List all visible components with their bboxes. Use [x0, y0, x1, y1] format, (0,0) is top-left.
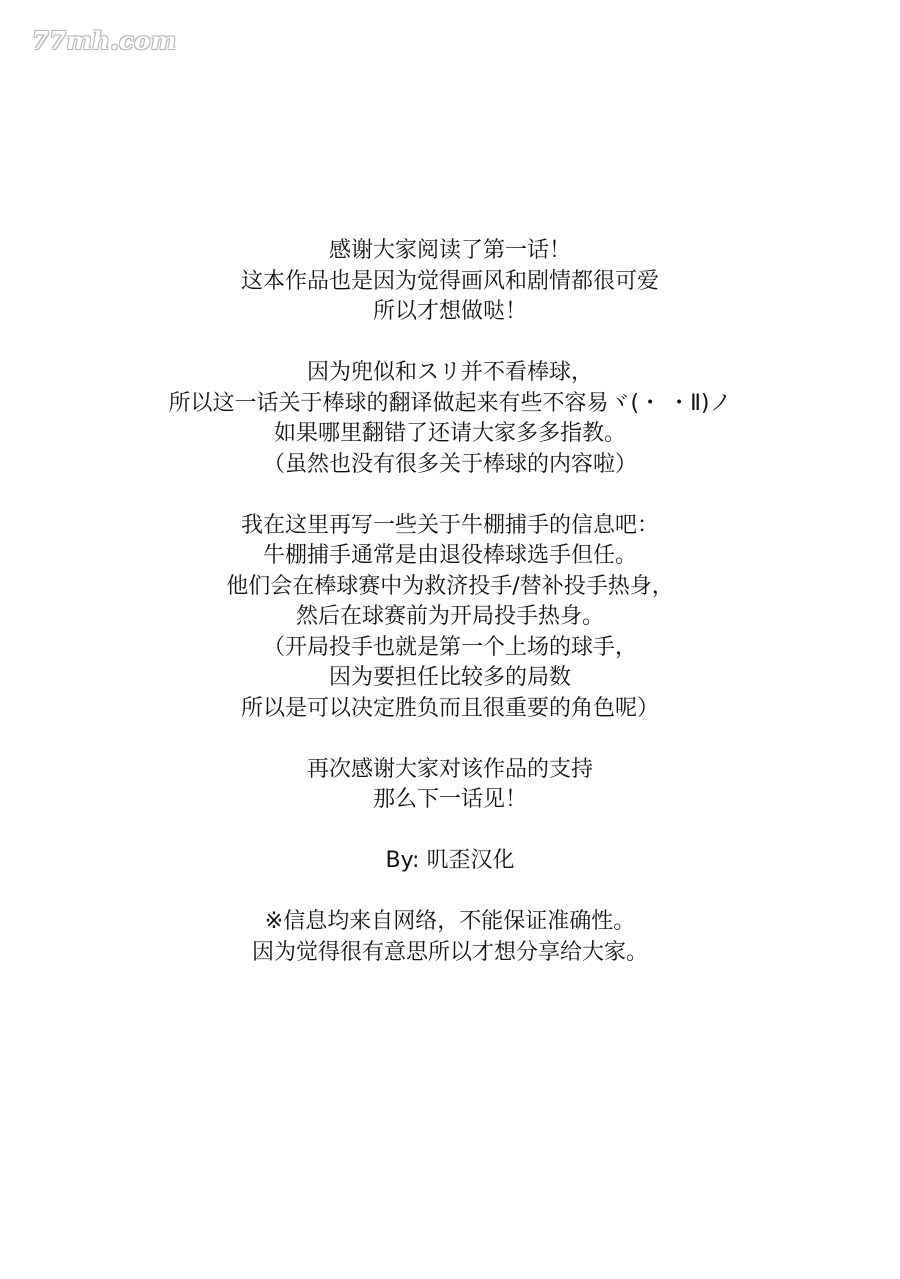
- text-line: 牛棚捕手通常是由退役棒球选手但任。: [262, 543, 637, 568]
- text-line: 因为要担任比较多的局数: [328, 665, 571, 690]
- text-line: 那么下一话见！: [372, 787, 527, 812]
- closing-paragraph: [0, 755, 900, 816]
- text-line: 然后在球赛前为开局投手热身。: [295, 604, 604, 629]
- text-line: 所以这一话关于棒球的翻译做起来有些不容易ヾ(・ ・Ⅱ)ノ: [168, 390, 732, 416]
- text-line: 因为兜似和スリ并不看棒球，: [306, 360, 593, 385]
- text-line: 这本作品也是因为觉得画风和剧情都很可爱: [240, 268, 659, 294]
- disclaimer-paragraph: [0, 907, 900, 968]
- text-line: 所以才想做哒！: [372, 299, 527, 324]
- site-watermark: 77mh.com: [32, 26, 177, 55]
- text-line: （开局投手也就是第一个上场的球手，: [262, 634, 637, 660]
- credit-line: [0, 846, 900, 877]
- text-line: 感谢大家阅读了第一话！: [328, 238, 571, 263]
- afterword-text: [0, 236, 900, 999]
- text-line: 因为觉得很有意思所以才想分享给大家。: [251, 939, 648, 965]
- translation-note-paragraph: [0, 358, 900, 480]
- text-line: 如果哪里翻错了还请大家多多指教。: [273, 421, 626, 446]
- text-line: 他们会在棒球赛中为救济投手/替补投手热身，: [226, 573, 674, 599]
- text-line: ※信息均来自网络，不能保证准确性。: [264, 909, 636, 934]
- bullpen-catcher-paragraph: [0, 511, 900, 725]
- text-line: 我在这里再写一些关于牛棚捕手的信息吧：: [240, 512, 659, 538]
- translator-credit: By: 叽歪汉化: [385, 848, 515, 873]
- text-line: 所以是可以决定胜负而且很重要的角色呢）: [240, 695, 659, 721]
- text-line: 再次感谢大家对该作品的支持: [306, 756, 593, 782]
- thanks-paragraph: [0, 236, 900, 328]
- text-line: （虽然也没有很多关于棒球的内容啦）: [262, 451, 637, 477]
